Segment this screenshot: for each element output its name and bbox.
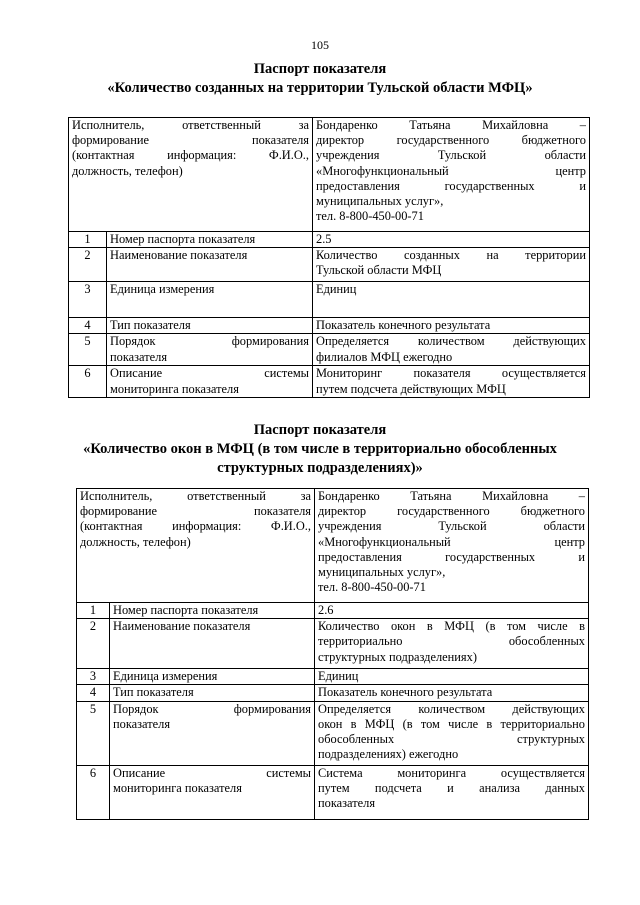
row-number: 1 (69, 232, 107, 248)
row-label: Порядок формирования показателя (107, 334, 313, 366)
row-value: Определяется количеством действующих окон в МФЦ (в том числе в территориально обособленных структурных подразделениях) ежегодно (315, 701, 589, 765)
row-number: 3 (69, 282, 107, 318)
table-row (77, 603, 589, 619)
row-label: Тип показателя (110, 685, 315, 701)
row-number: 5 (77, 701, 110, 765)
passport1-table (68, 117, 590, 398)
row-number: 2 (69, 248, 107, 282)
table-row (69, 366, 590, 398)
passport2-title-line2: «Количество окон в МФЦ (в том числе в территориально обособленных (83, 441, 557, 457)
row-number: 4 (77, 685, 110, 701)
executor-value: Бондаренко Татьяна Михайловна – директор государственного бюджетного учреждения Тульской области «Многофункциональный центр предоставления государственных и муниципальных услуг», тел. 8-800-450-00-71 (313, 118, 590, 232)
row-number: 6 (77, 765, 110, 819)
row-value: Определяется количеством действующих филиалов МФЦ ежегодно (313, 334, 590, 366)
row-number: 6 (69, 366, 107, 398)
row-value: Система мониторинга осуществляется путем подсчета и анализа данных показателя (315, 765, 589, 819)
executor-label: Исполнитель, ответственный за формирование показателя (контактная информация: Ф.И.О., должность, телефон) (77, 489, 315, 603)
row-number: 5 (69, 334, 107, 366)
passport2-title-line1: Паспорт показателя (253, 422, 387, 438)
passport2-table (76, 488, 589, 820)
row-value: Единиц (313, 282, 590, 318)
row-label: Описание системы мониторинга показателя (107, 366, 313, 398)
row-value: Количество созданных на территории Тульской области МФЦ (313, 248, 590, 282)
table-row (77, 669, 589, 685)
executor-label: Исполнитель, ответственный за формирование показателя (контактная информация: Ф.И.О., должность, телефон) (69, 118, 313, 232)
passport1-title (0, 60, 640, 98)
passport2-title-line3: структурных подразделениях)» (217, 460, 423, 476)
table-row (69, 282, 590, 318)
row-number: 4 (69, 318, 107, 334)
row-label: Описание системы мониторинга показателя (110, 765, 315, 819)
row-value: Показатель конечного результата (315, 685, 589, 701)
table-row (69, 248, 590, 282)
executor-value: Бондаренко Татьяна Михайловна – директор государственного бюджетного учреждения Тульской области «Многофункциональный центр предоставления государственных и муниципальных услуг», тел. 8-800-450-00-71 (315, 489, 589, 603)
row-value: Мониторинг показателя осуществляется путем подсчета действующих МФЦ (313, 366, 590, 398)
row-value: Показатель конечного результата (313, 318, 590, 334)
table-row (69, 334, 590, 366)
row-label: Единица измерения (107, 282, 313, 318)
table-row (77, 701, 589, 765)
table-row (77, 685, 589, 701)
row-label: Номер паспорта показателя (110, 603, 315, 619)
executor-row (69, 118, 590, 232)
row-label: Наименование показателя (107, 248, 313, 282)
row-label: Единица измерения (110, 669, 315, 685)
row-label: Наименование показателя (110, 619, 315, 669)
row-number: 2 (77, 619, 110, 669)
row-number: 1 (77, 603, 110, 619)
row-label: Номер паспорта показателя (107, 232, 313, 248)
row-number: 3 (77, 669, 110, 685)
row-label: Тип показателя (107, 318, 313, 334)
table-row (77, 619, 589, 669)
page-number: 105 (311, 38, 329, 52)
executor-row (77, 489, 589, 603)
table-row (77, 765, 589, 819)
row-value: 2.6 (315, 603, 589, 619)
passport2-title (0, 421, 640, 478)
table-row (69, 318, 590, 334)
row-label: Порядок формирования показателя (110, 701, 315, 765)
row-value: Единиц (315, 669, 589, 685)
passport1-title-line1: Паспорт показателя (253, 61, 387, 77)
table-row (69, 232, 590, 248)
passport1-title-line2: «Количество созданных на территории Тульской области МФЦ» (107, 80, 533, 96)
row-value: 2.5 (313, 232, 590, 248)
row-value: Количество окон в МФЦ (в том числе в территориально обособленных структурных подразделениях) (315, 619, 589, 669)
